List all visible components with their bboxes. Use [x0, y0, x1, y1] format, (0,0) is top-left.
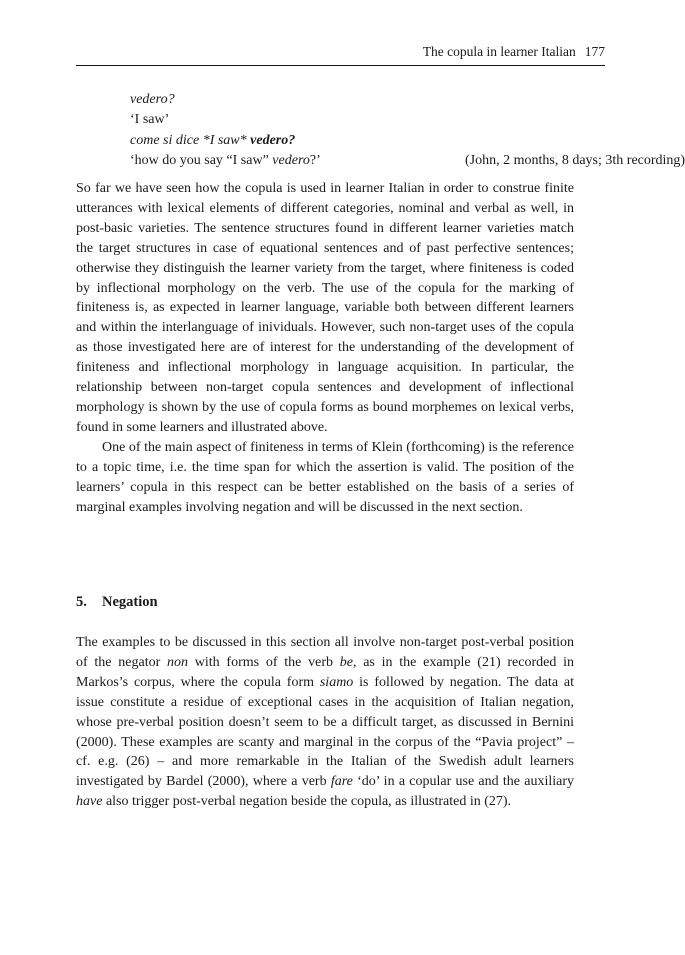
- section-number: 5.: [76, 594, 87, 610]
- paragraph-3: [76, 633, 574, 812]
- p3-text-4: is followed by negation. The data at issue constitute a residue of exceptional cases in the acquisition of Italian negation, whose pre-verbal position doesn’t seem to be a difficult target, as discussed in Bernini (2000). These examples are scanty and marginal in the corpus of the “Pavia project” – cf. e.g. (26) – and more remarkable in the Italian of the Swedish adult learners investigated by Bardel (2000), where a verb: [76, 674, 574, 790]
- example-line-1: vedero?: [130, 92, 175, 107]
- example-line-4-start: ‘how do you say “I saw”: [130, 152, 273, 168]
- example-block: [130, 90, 685, 171]
- paragraph-1: So far we have seen how the copula is used in learner Italian in order to construe finite utterances with lexical elements of different categories, nominal and verbal as well, in post-basic varieties. The sentence structures found in different learner varieties match the target structures in case of equational sentences and of past perfective sentences; otherwise they distinguish the learner variety from the target, where finiteness is coded by inflectional morphology on the verb. The use of the copula for the marking of finiteness is, as expected in learner language, variable both between different learners and within the interlanguage of inividuals. However, such non-target uses of the copula as those investigated here are of interest for the understanding of the development of finiteness and inflectional morphology in language acquisition. In particular, the relationship between non-target copula sentences and development of inflectional morphology is shown by the use of copula forms as bound morphemes on lexical verbs, found in some learners and illustrated above.: [76, 181, 574, 435]
- p3-text-6: also trigger post-verbal negation beside the copula, as illustrated in (27).: [102, 794, 512, 810]
- paragraph-2: One of the main aspect of finiteness in terms of Klein (forthcoming) is the reference to a topic time, i.e. the time span for which the assertion is valid. The position of the learners’ copula in this respect can be better established on the basis of a series of marginal examples involving negation and will be discussed in the next section.: [76, 439, 574, 515]
- example-line-4-end: ?’: [309, 152, 321, 168]
- example-line-3-bold: vedero?: [250, 132, 296, 148]
- p3-text-3: , as in the example (21) recorded in Markos’s corpus, where the copula form: [76, 654, 574, 690]
- body-text-top: [76, 179, 574, 517]
- body-text-bottom: [76, 633, 574, 812]
- example-line-4: [130, 151, 685, 171]
- p3-text-1: The examples to be discussed in this section all involve non-target post-verbal position of the negator: [76, 635, 574, 670]
- p3-term-siamo: siamo: [319, 674, 354, 690]
- page-number: 177: [584, 44, 605, 59]
- example-line-2: ‘I saw’: [130, 112, 170, 128]
- example-line-4-italic: vedero: [272, 152, 310, 168]
- example-line-3: [130, 131, 600, 151]
- p3-text-2: with forms of the verb: [188, 654, 340, 670]
- header-rule: [76, 65, 605, 66]
- p3-term-be: be: [339, 654, 353, 670]
- p3-text-5: ‘do’ in a copular use and the auxiliary: [352, 774, 574, 790]
- example-line-3-italic: come si dice *I saw*: [130, 132, 251, 148]
- section-title: Negation: [102, 594, 158, 610]
- p3-term-non: non: [167, 654, 189, 670]
- running-header: [76, 42, 605, 62]
- p3-term-fare: fare: [330, 774, 353, 790]
- example-source: (John, 2 months, 8 days; 3th recording): [465, 152, 685, 168]
- p3-term-have: have: [76, 794, 103, 810]
- running-title: The copula in learner Italian: [422, 44, 576, 59]
- section-heading: [76, 591, 158, 613]
